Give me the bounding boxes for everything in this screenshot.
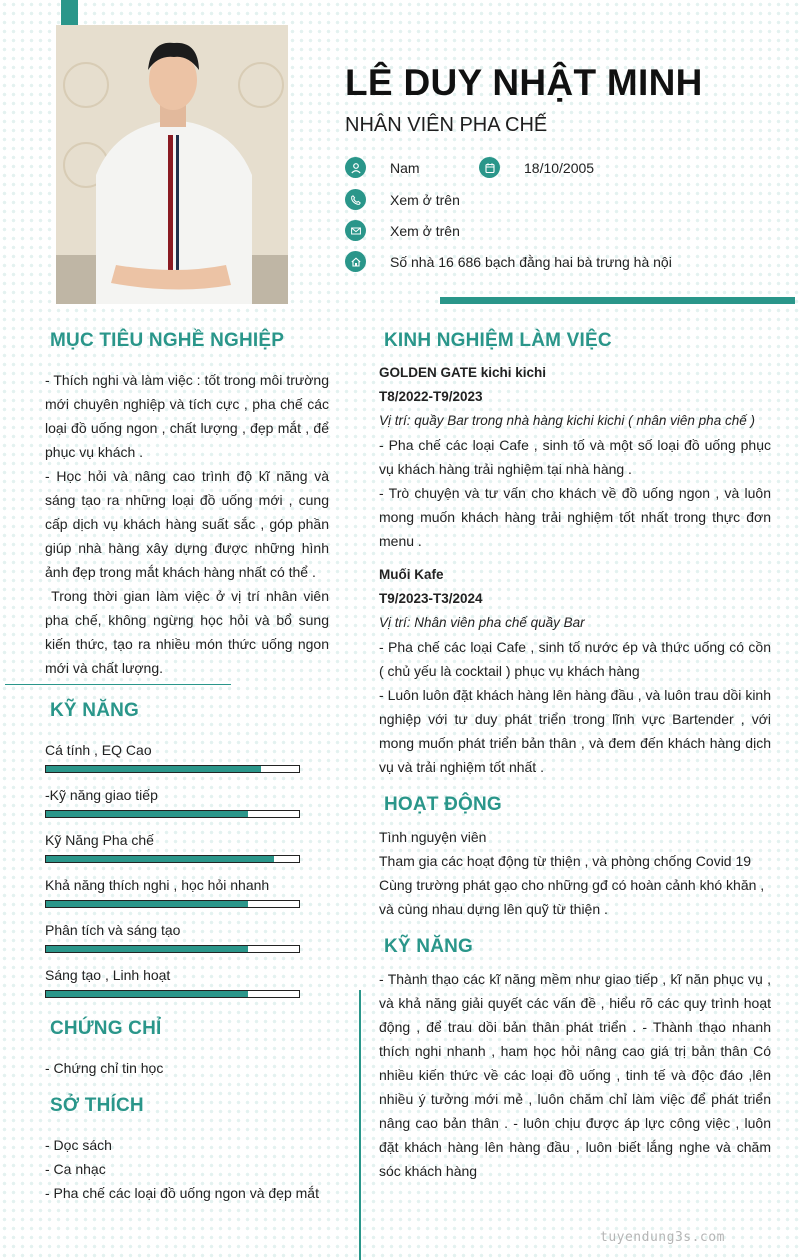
skill-bar — [45, 945, 300, 953]
address-value: Số nhà 16 686 bạch đằng hai bà trưng hà nội — [390, 253, 672, 270]
skill-label: Sáng tạo , Linh hoạt — [45, 967, 171, 983]
skill-label: -Kỹ năng giao tiếp — [45, 787, 158, 803]
job-position: Vị trí: quầy Bar trong nhà hàng kichi kichi ( nhân viên pha chế ) — [379, 413, 755, 428]
experience-body — [379, 361, 771, 779]
skills-right-text: - Thành thạo các kĩ năng mềm như giao tiếp , kĩ năn phục vụ , và khả năng giải quyết các vấn đề , hiểu rõ các quy trình hoạt động , để trau dồi bản thân phát triển . - Thành thạo nhanh thích nghi nhanh , ham học hỏi nâng cao giá trị bản thân Có nhiều kiến thức về các loại đồ uống , tinh tế và độc đáo ,lên nhiều ý tưởng mới mẻ , luôn chăm chỉ làm việc để phát triển nâng cao bản thân . - luôn chịu được áp lực công việc , luôn đặt khách hàng lên hàng đầu , luôn biết lắng nghe và chăm sóc khách hàng — [379, 971, 771, 1179]
job-company: GOLDEN GATE kichi kichi — [379, 365, 547, 380]
skills-right-body — [379, 967, 771, 1183]
objective-paragraph: Trong thời gian làm việc ở vị trí nhân viên pha chế, không ngừng học hỏi và bổ sung kiến thức, tạo ra nhiều món thức uống ngon mới và chất lượng. — [45, 588, 333, 676]
activity-line: Tình nguyện viên — [379, 829, 487, 845]
skill-bar-fill — [46, 856, 274, 862]
job-company: Muối Kafe — [379, 567, 444, 582]
home-icon — [345, 251, 366, 272]
skills-right-title: KỸ NĂNG — [384, 936, 474, 957]
job-duty: - Trò chuyện và tư vấn cho khách về đồ uống ngon , và luôn mong muốn khách hàng trải nghiệm tốt nhất trong thực đơn menu . — [379, 485, 771, 549]
skill-item — [45, 740, 300, 773]
hobby-item: - Dọc sách — [45, 1137, 112, 1153]
skill-item — [45, 965, 300, 998]
certificate-item: - Chứng chỉ tin học — [45, 1060, 164, 1076]
skill-bar — [45, 900, 300, 908]
skill-bar-fill — [46, 946, 248, 952]
address-row — [345, 251, 672, 272]
skill-bar-fill — [46, 766, 261, 772]
skill-item — [45, 920, 300, 953]
candidate-role: NHÂN VIÊN PHA CHẾ — [345, 114, 548, 136]
mail-icon — [345, 220, 366, 241]
skill-item — [45, 875, 300, 908]
certificates-title: CHỨNG CHỈ — [50, 1018, 162, 1039]
hobbies-title: SỞ THÍCH — [50, 1095, 144, 1116]
gender-row — [345, 157, 420, 178]
objective-paragraph: - Thích nghi và làm việc : tốt trong môi trường mới chuyên nghiệp và tích cực , pha chế các loại đồ uống ngon , chất lượng , đẹp mắt , để phục vụ khách . — [45, 372, 329, 460]
header-divider — [440, 297, 795, 304]
skill-label: Khả năng thích nghi , học hỏi nhanh — [45, 877, 270, 893]
objective-body — [45, 368, 333, 680]
hobbies-list — [45, 1133, 345, 1205]
activities-body — [379, 825, 771, 921]
skills-left-title: KỸ NĂNG — [50, 700, 140, 721]
phone-value[interactable]: Xem ở trên — [390, 191, 460, 208]
certificates-list — [45, 1056, 335, 1080]
gender-value: Nam — [390, 159, 420, 176]
skill-bar — [45, 990, 300, 998]
phone-icon — [345, 189, 366, 210]
skill-bar-fill — [46, 901, 248, 907]
job-duty: - Pha chế các loại Cafe , sinh tố và một số loại đồ uống phục vụ khách hàng trải nghiệm tại nhà hàng . — [379, 437, 771, 477]
birthday-row — [479, 157, 594, 178]
activity-line: Tham gia các hoạt động từ thiện , và phòng chống Covid 19 — [379, 853, 752, 869]
job-period: T8/2022-T9/2023 — [379, 389, 483, 404]
skill-label: Phân tích và sáng tạo — [45, 922, 181, 938]
objective-title: MỤC TIÊU NGHỀ NGHIỆP — [50, 330, 285, 351]
job-duty: - Pha chế các loại Cafe , sinh tố nước ép và thức uống có cồn ( chủ yếu là cocktail ) phục vụ khách hàng — [379, 639, 771, 679]
skill-bar — [45, 855, 300, 863]
skill-bar-fill — [46, 811, 248, 817]
candidate-name: LÊ DUY NHẬT MINH — [345, 62, 703, 103]
email-row — [345, 220, 460, 241]
experience-title: KINH NGHIỆM LÀM VIỆC — [384, 330, 612, 351]
skill-label: Kỹ Năng Pha chế — [45, 832, 154, 848]
job-duty: - Luôn luôn đặt khách hàng lên hàng đầu , và luôn trau dồi kinh nghiệp với tư duy phát triển trong lĩnh vực Bartender , với mong muốn phát triển bản thân , và đem đến khách hàng dịch vụ và trải nghiệm tốt nhất . — [379, 687, 771, 775]
phone-row — [345, 189, 460, 210]
user-icon — [345, 157, 366, 178]
bottom-vertical-divider — [359, 990, 361, 1260]
objective-paragraph: - Học hỏi và nâng cao trình độ kĩ năng và sáng tạo ra những loại đồ uống mới , cung cấp dịch vụ khách hàng suất sắc , góp phần giúp nhà hàng xây dựng được những hình ảnh đẹp trong mắt khách hàng nhất có thể . — [45, 468, 329, 580]
hobby-item: - Pha chế các loại đồ uống ngon và đẹp mắt — [45, 1185, 319, 1201]
skill-label: Cá tính , EQ Cao — [45, 742, 152, 758]
skill-item — [45, 830, 300, 863]
hobby-item: - Ca nhạc — [45, 1161, 106, 1177]
job-position: Vị trí: Nhân viên pha chế quầy Bar — [379, 615, 585, 630]
job-period: T9/2023-T3/2024 — [379, 591, 483, 606]
watermark: tuyendung3s.com — [600, 1230, 725, 1245]
birthday-value: 18/10/2005 — [524, 159, 595, 176]
skill-bar — [45, 810, 300, 818]
profile-photo — [56, 25, 288, 304]
activities-title: HOẠT ĐỘNG — [384, 794, 502, 815]
email-value[interactable]: Xem ở trên — [390, 222, 460, 239]
activity-line: Cùng trường phát gạo cho những gđ có hoàn cảnh khó khăn , và cùng nhau dựng lên quỹ từ thiện . — [379, 877, 765, 917]
skill-bar — [45, 765, 300, 773]
left-divider — [5, 684, 231, 685]
skill-item — [45, 785, 300, 818]
skill-bar-fill — [46, 991, 248, 997]
calendar-icon — [479, 157, 500, 178]
